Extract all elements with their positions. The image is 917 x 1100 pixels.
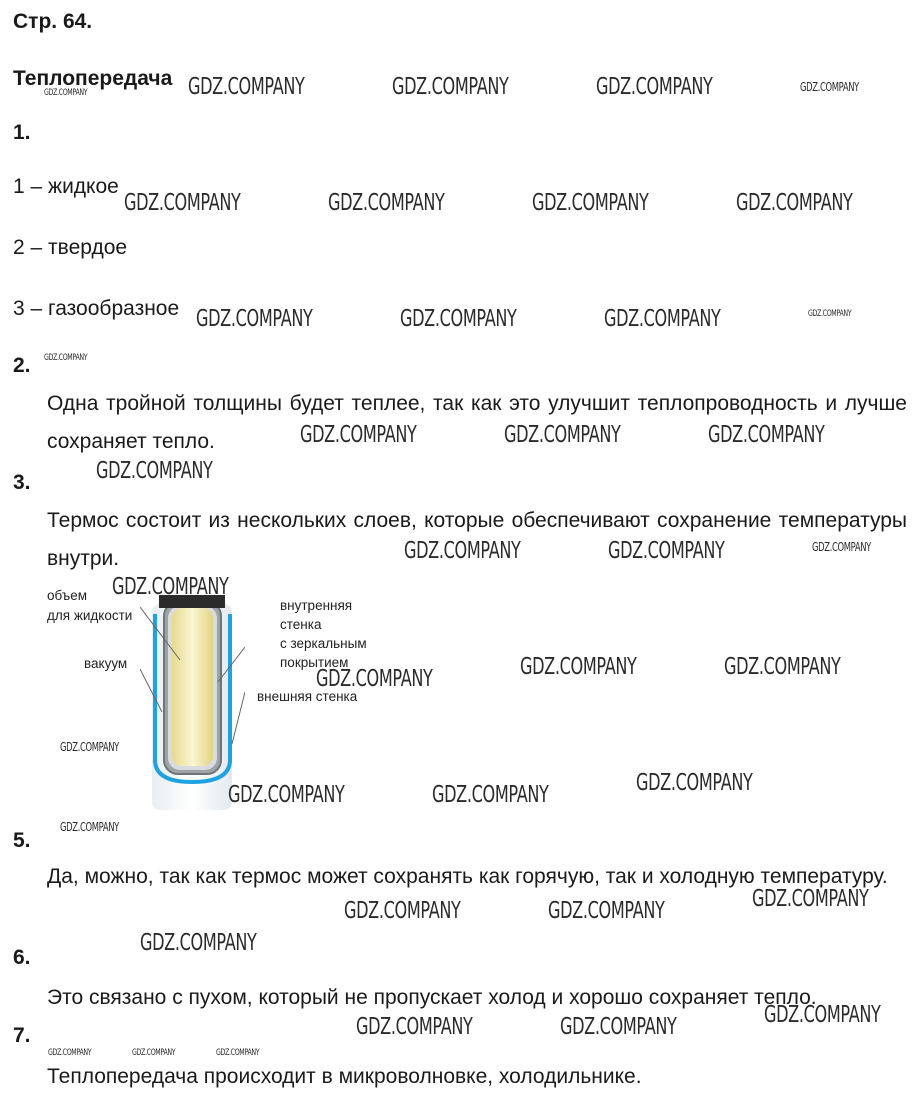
watermark: GDZ.COMPANY <box>356 1014 473 1040</box>
watermark: GDZ.COMPANY <box>432 782 549 808</box>
watermark: GDZ.COMPANY <box>532 190 649 216</box>
watermark: GDZ.COMPANY <box>228 782 345 808</box>
watermark: GDZ.COMPANY <box>328 190 445 216</box>
watermark: GDZ.COMPANY <box>800 80 859 94</box>
label-inner-wall: внутренняя стенка с зеркальным покрытием <box>280 598 367 670</box>
watermark: GDZ.COMPANY <box>188 74 305 100</box>
watermark: GDZ.COMPANY <box>752 886 869 912</box>
answer-item: 1 – жидкое <box>13 175 119 198</box>
watermark: GDZ.COMPANY <box>316 666 433 692</box>
answer-text-2: Одна тройной толщины будет теплее, так как это улучшит теплопроводность и лучше сохраняет тепло. <box>47 392 907 453</box>
watermark: GDZ.COMPANY <box>300 422 417 448</box>
watermark: GDZ.COMPANY <box>124 190 241 216</box>
answer-text-6: Это связано с пухом, который не пропускает холод и хорошо сохраняет тепло. <box>47 986 817 1009</box>
label-outer-wall: внешняя стенка <box>257 689 358 704</box>
watermark: GDZ.COMPANY <box>548 898 665 924</box>
watermark: GDZ.COMPANY <box>44 353 88 363</box>
watermark: GDZ.COMPANY <box>596 74 713 100</box>
watermark: GDZ.COMPANY <box>44 88 88 98</box>
watermark: GDZ.COMPANY <box>812 540 871 554</box>
watermark: GDZ.COMPANY <box>216 1048 260 1058</box>
watermark: GDZ.COMPANY <box>608 538 725 564</box>
watermark: GDZ.COMPANY <box>392 74 509 100</box>
watermark: GDZ.COMPANY <box>140 930 257 956</box>
watermark: GDZ.COMPANY <box>808 309 852 319</box>
watermark: GDZ.COMPANY <box>736 190 853 216</box>
watermark: GDZ.COMPANY <box>560 1014 677 1040</box>
thermos-illustration <box>140 592 245 810</box>
label-liquid-volume: объем для жидкости <box>47 588 133 623</box>
answer-item: 2 – твердое <box>13 236 128 259</box>
watermark: GDZ.COMPANY <box>636 770 753 796</box>
question-number-7: 7. <box>13 1024 31 1047</box>
pointer-outer-wall <box>232 692 245 744</box>
answer-text-3: Термос состоит из нескольких слоев, которые обеспечивают сохранение температуры внутри. <box>47 509 907 570</box>
watermark: GDZ.COMPANY <box>404 538 521 564</box>
watermark: GDZ.COMPANY <box>132 1048 176 1058</box>
watermark: GDZ.COMPANY <box>724 654 841 680</box>
section-title: Теплопередача <box>13 67 173 90</box>
answer-text-7: Теплопередача происходит в микроволновке, холодильнике. <box>47 1065 642 1088</box>
watermark: GDZ.COMPANY <box>764 1002 881 1028</box>
watermark: GDZ.COMPANY <box>196 306 313 332</box>
watermark: GDZ.COMPANY <box>400 306 517 332</box>
watermark: GDZ.COMPANY <box>112 574 229 600</box>
page-header: Стр. 64. <box>13 10 93 33</box>
label-vacuum: вакуум <box>84 656 128 671</box>
question-number-1: 1. <box>13 121 31 144</box>
watermark: GDZ.COMPANY <box>504 422 621 448</box>
watermark: GDZ.COMPANY <box>48 1048 92 1058</box>
watermark: GDZ.COMPANY <box>60 820 119 834</box>
question-number-6: 6. <box>13 946 31 969</box>
question-number-3: 3. <box>13 471 31 494</box>
watermark: GDZ.COMPANY <box>344 898 461 924</box>
watermark: GDZ.COMPANY <box>604 306 721 332</box>
watermark: GDZ.COMPANY <box>708 422 825 448</box>
answer-item: 3 – газообразное <box>13 297 180 320</box>
watermark: GDZ.COMPANY <box>520 654 637 680</box>
answer-text-5: Да, можно, так как термос может сохранять как горячую, так и холодную температуру. <box>47 865 888 888</box>
thermos-liquid <box>172 608 213 766</box>
watermark: GDZ.COMPANY <box>96 458 213 484</box>
question-number-2: 2. <box>13 354 31 377</box>
watermark: GDZ.COMPANY <box>60 740 119 754</box>
question-number-5: 5. <box>13 829 31 852</box>
